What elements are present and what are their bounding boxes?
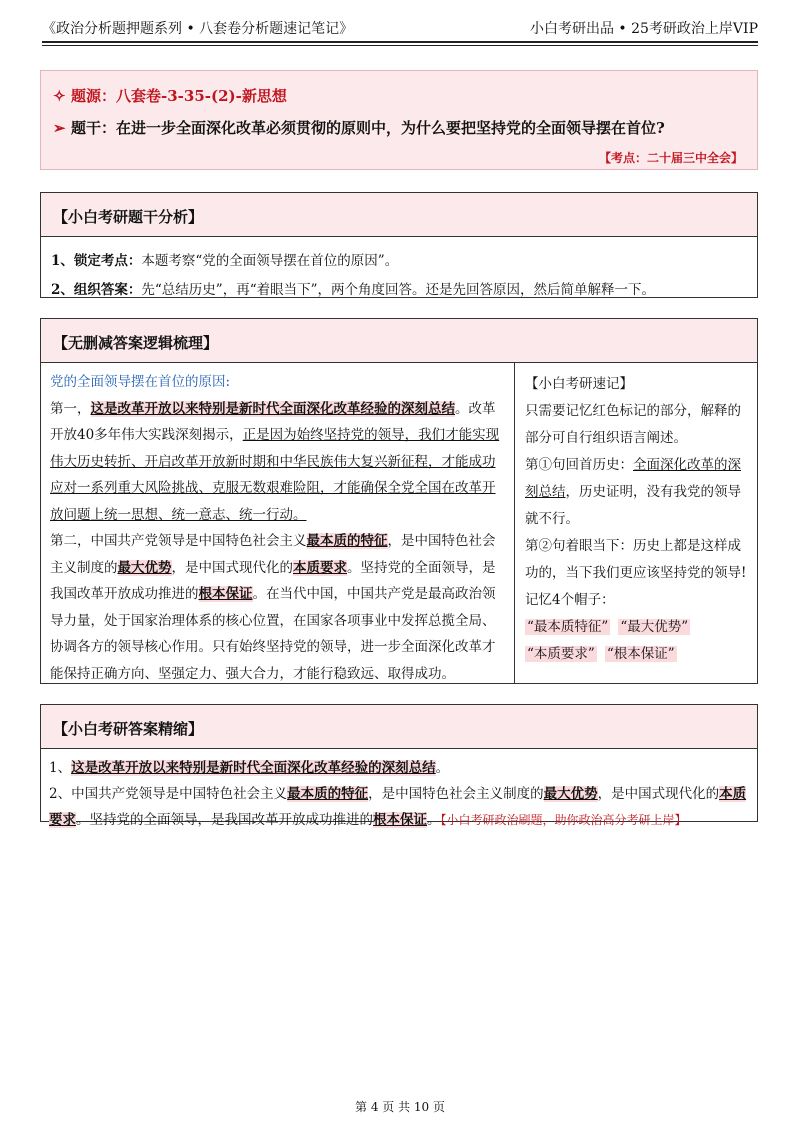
quick-memo-column xyxy=(515,363,757,683)
analysis-item-1: 1、锁定考点：本题考察“党的全面领导摆在首位的原因”。 xyxy=(51,253,399,269)
header-divider-thin xyxy=(42,45,758,46)
analysis-title: 【小白考研题干分析】 xyxy=(41,193,757,237)
full-answer-column xyxy=(41,363,515,683)
exam-point-tag: 【考点：二十届三中全会】 xyxy=(598,151,743,165)
analysis-section xyxy=(40,192,758,298)
question-source-box xyxy=(40,70,758,170)
memo-keywords xyxy=(525,614,749,668)
header-right-title: 小白考研出品 • 25考研政治上岸VIP xyxy=(529,21,758,37)
summary-section xyxy=(40,704,758,828)
sparkle-icon: ✧ xyxy=(53,87,66,105)
analysis-item-2: 2、组织答案：先“总结历史”，再“着眼当下”，两个角度回答。还是先回答原因，然后简单解释一下。 xyxy=(51,282,656,298)
promo-note: 【小白考研政治刷题，助你政治高分考研上岸】 xyxy=(440,813,687,827)
memo-step-2: 第②句着眼当下：历史上都是这样成功的，当下我们更应该坚持党的领导! xyxy=(525,538,747,581)
memo-step-1: 第①句回首历史：全面深化改革的深刻总结，历史证明，没有我党的领导就不行。 xyxy=(525,457,741,527)
page-number: 第 4 页 共 10 页 xyxy=(355,1100,445,1114)
memo-intro: 只需要记忆红色标记的部分，解释的部分可自行组织语言阐述。 xyxy=(525,403,741,446)
page-header xyxy=(42,14,758,40)
summary-line-1: 1、这是改革开放以来特别是新时代全面深化改革经验的深刻总结。 xyxy=(49,760,450,776)
keyword-badge: “本质要求” xyxy=(527,646,595,662)
answer-paragraph-1: 第一，这是改革开放以来特别是新时代全面深化改革经验的深刻总结。改革开放40多年伟大实践深刻揭示，正是因为始终坚持党的领导，我们才能实现伟大历史转折、开启改革开放新时期和中华民族伟大复兴新征程，才能成功应对一系列重大风险挑战、克服无数艰难险阻，才能确保全党全国在改革开放问题上统一思想、统一意志、统一行动。 xyxy=(50,400,500,523)
keyword-badge: “最本质特征” xyxy=(527,619,609,635)
header-divider xyxy=(42,41,758,43)
keyword-badge: “最大优势” xyxy=(620,619,689,635)
logic-section xyxy=(40,318,758,684)
memo-title: 【小白考研速记】 xyxy=(525,376,633,392)
keyword-badge: “根本保证” xyxy=(606,646,675,662)
answer-paragraph-2: 第二，中国共产党领导是中国特色社会主义最本质的特征，是中国特色社会主义制度的最大优势，是中国式现代化的本质要求。坚持党的全面领导，是我国改革开放成功推进的根本保证。在当代中国，中国共产党是最高政治领导力量，处于国家治理体系的核心位置，在国家各项事业中发挥总揽全局、协调各方的领导核心作用。只有始终坚持党的领导，进一步全面深化改革才能保持正确方向、坚强定力、强大合力，才能行稳致远、取得成功。 xyxy=(50,533,496,682)
memo-step-3: 记忆4个帽子： xyxy=(525,592,615,608)
question-source: ✧ 题源：八套卷-3-35-(2)-新思想 xyxy=(53,87,287,105)
summary-title: 【小白考研答案精缩】 xyxy=(41,705,757,749)
header-left-title: 《政治分析题押题系列 • 八套卷分析题速记笔记》 xyxy=(42,21,354,37)
answer-heading: 党的全面领导摆在首位的原因: xyxy=(50,374,231,390)
question-stem: ➢ 题干：在进一步全面深化改革必须贯彻的原则中，为什么要把坚持党的全面领导摆在首位? xyxy=(53,119,665,137)
logic-title: 【无删减答案逻辑梳理】 xyxy=(41,319,757,363)
arrow-icon: ➢ xyxy=(53,119,66,137)
summary-line-2: 2、中国共产党领导是中国特色社会主义最本质的特征，是中国特色社会主义制度的最大优势，是中国式现代化的本质要求。坚持党的全面领导，是我国改革开放成功推进的根本保证。【小白考研政治刷题，助你政治高分考研上岸】 xyxy=(49,786,747,828)
